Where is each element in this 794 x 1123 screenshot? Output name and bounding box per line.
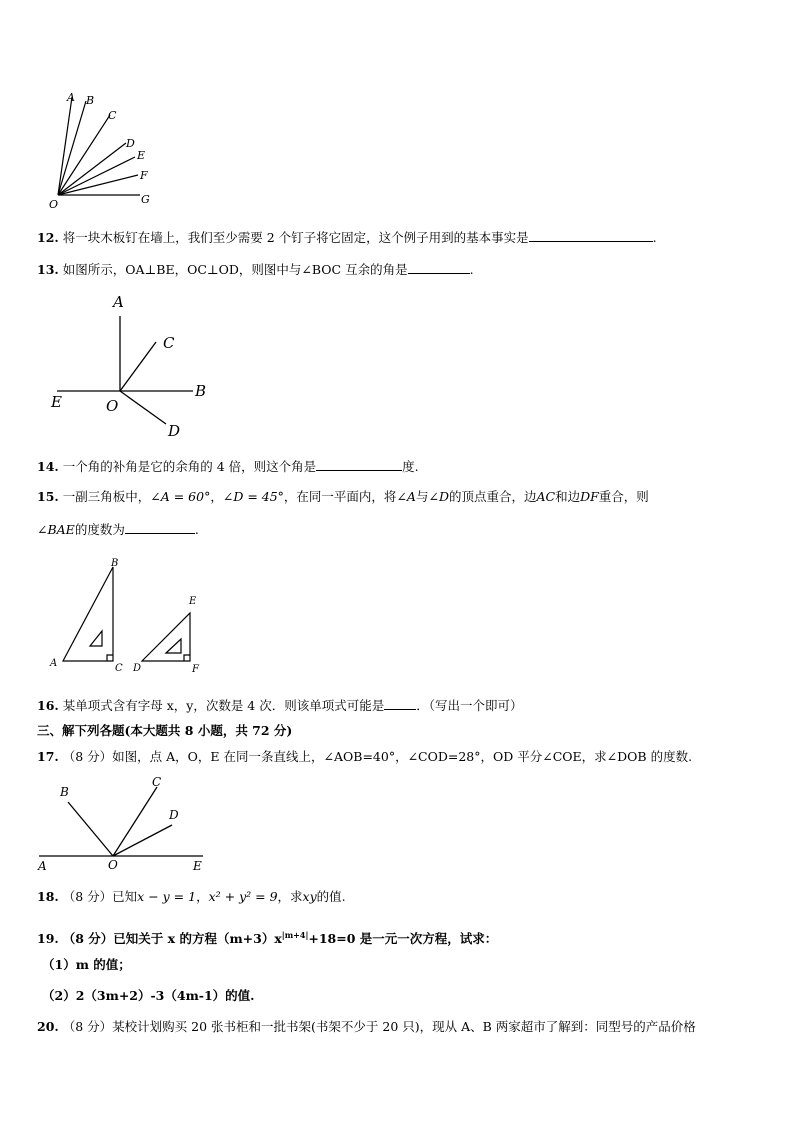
label-F: F: [140, 169, 148, 182]
angle-d: ∠D: [428, 489, 449, 504]
answer-blank[interactable]: [384, 697, 416, 710]
label-D: D: [133, 663, 142, 674]
question-number: 20.: [37, 1019, 59, 1034]
label-C: C: [115, 663, 123, 674]
q19-part1-text: （1）m 的值；: [42, 957, 131, 972]
answer-blank[interactable]: [529, 229, 653, 242]
question-number: 12.: [37, 230, 59, 245]
label-D: D: [168, 422, 181, 440]
triangle-rulers-figure: [45, 555, 215, 680]
q15-and: 与: [415, 489, 429, 504]
perpendicular-figure: [45, 290, 225, 440]
question-number: 14.: [37, 459, 59, 474]
q18-mid: ，求: [277, 889, 303, 904]
q19-pre: （8 分）已知关于 x 的方程（m+3）x: [62, 931, 282, 947]
label-B: B: [111, 558, 119, 569]
label-B: B: [60, 785, 69, 799]
question-end: 度.: [402, 459, 419, 474]
label-E: E: [51, 393, 62, 411]
question-number: 16.: [37, 698, 59, 713]
question-end: .: [469, 262, 474, 277]
q19-post: +18=0 是一元一次方程，试求：: [308, 931, 498, 947]
label-B: B: [195, 382, 207, 400]
question-number: 15.: [37, 489, 59, 504]
angle-bae: ∠BAE: [37, 522, 75, 537]
label-C: C: [152, 775, 162, 789]
q19-part2-text: （2）2（3m+2）-3（4m-1）的值.: [42, 988, 255, 1003]
angle-d-value: ∠D = 45°: [222, 489, 284, 504]
q15-text-a: 一副三角板中，: [62, 489, 151, 504]
answer-blank[interactable]: [408, 261, 470, 274]
q15-text-e: 的度数为: [74, 522, 125, 537]
angle-a-value: ∠A = 60°: [150, 489, 211, 504]
question-text: 一个角的补角是它的余角的 4 倍，则这个角是: [62, 459, 317, 474]
q15-text-b: ，在同一平面内，将: [283, 489, 397, 504]
question-18: [37, 889, 346, 905]
q15-and-edge: 和边: [555, 489, 581, 504]
question-end: .: [194, 522, 199, 537]
label-A: A: [67, 91, 75, 104]
label-A: A: [113, 293, 124, 311]
straight-line-angles-figure: [35, 772, 215, 877]
question-15: [37, 489, 649, 505]
question-19: [37, 927, 497, 947]
label-C: C: [163, 334, 175, 352]
label-O: O: [108, 858, 118, 872]
q18-pre: （8 分）已知: [62, 889, 138, 904]
angle-a: ∠A: [396, 489, 416, 504]
edge-ac: AC: [536, 489, 556, 504]
label-A: A: [38, 859, 47, 873]
question-end: .: [652, 230, 657, 245]
question-text: 将一块木板钉在墙上，我们至少需要 2 个钉子将它固定，这个例子用到的基本事实是: [62, 230, 529, 245]
rays-figure: [40, 85, 170, 215]
q18-end: 的值.: [316, 889, 346, 904]
question-15-line2: [37, 521, 199, 538]
label-D: D: [169, 808, 179, 822]
edge-df: DF: [580, 489, 599, 504]
question-text: （8 分）如图，点 A，O，E 在同一条直线上，∠AOB=40°，∠COD=28°，OD 平分∠COE，求∠DOB 的度数.: [62, 749, 693, 764]
section-title: 三、解下列各题(本大题共 8 小题，共 72 分): [37, 723, 293, 738]
question-text: 某单项式含有字母 x，y，次数是 4 次．则该单项式可能是: [62, 698, 385, 713]
question-20: [37, 1019, 696, 1035]
question-19-part1: [42, 957, 131, 973]
label-A: A: [50, 658, 58, 669]
question-number: 19.: [37, 931, 59, 947]
label-E: E: [193, 859, 202, 873]
equation-2: x² + y² = 9: [208, 889, 278, 904]
label-B: B: [86, 94, 95, 107]
question-17: [37, 749, 692, 765]
question-number: 18.: [37, 889, 59, 904]
equation-1: x − y = 1: [137, 889, 197, 904]
xy-expression: xy: [302, 889, 317, 904]
q15-sep: ，: [210, 489, 223, 504]
question-end: ．（写出一个即可）: [416, 698, 523, 713]
label-E: E: [137, 149, 146, 162]
q19-exponent: |m+4|: [281, 930, 309, 940]
question-number: 17.: [37, 749, 59, 764]
label-G: G: [141, 193, 150, 206]
section-heading: [37, 723, 292, 739]
label-C: C: [108, 109, 117, 122]
label-O: O: [106, 397, 119, 415]
question-number: 13.: [37, 262, 59, 277]
q18-sep: ，: [196, 889, 209, 904]
question-19-part2: [42, 988, 255, 1004]
q15-text-c: 的顶点重合，边: [448, 489, 537, 504]
answer-blank[interactable]: [125, 521, 195, 534]
answer-blank[interactable]: [316, 458, 402, 471]
label-E: E: [189, 596, 197, 607]
q15-text-d: 重合，则: [598, 489, 649, 504]
question-14: [37, 458, 419, 475]
question-13: [37, 261, 474, 278]
question-text: 如图所示，OA⊥BE，OC⊥OD，则图中与∠BOC 互余的角是: [62, 262, 408, 277]
question-text: （8 分）某校计划购买 20 张书柜和一批书架(书架不少于 20 只)，现从 A、B 两家超市了解到：同型号的产品价格: [62, 1019, 696, 1034]
question-16: [37, 697, 523, 714]
question-12: [37, 229, 657, 246]
label-O: O: [49, 198, 59, 211]
label-D: D: [126, 137, 135, 150]
label-F: F: [192, 664, 199, 675]
